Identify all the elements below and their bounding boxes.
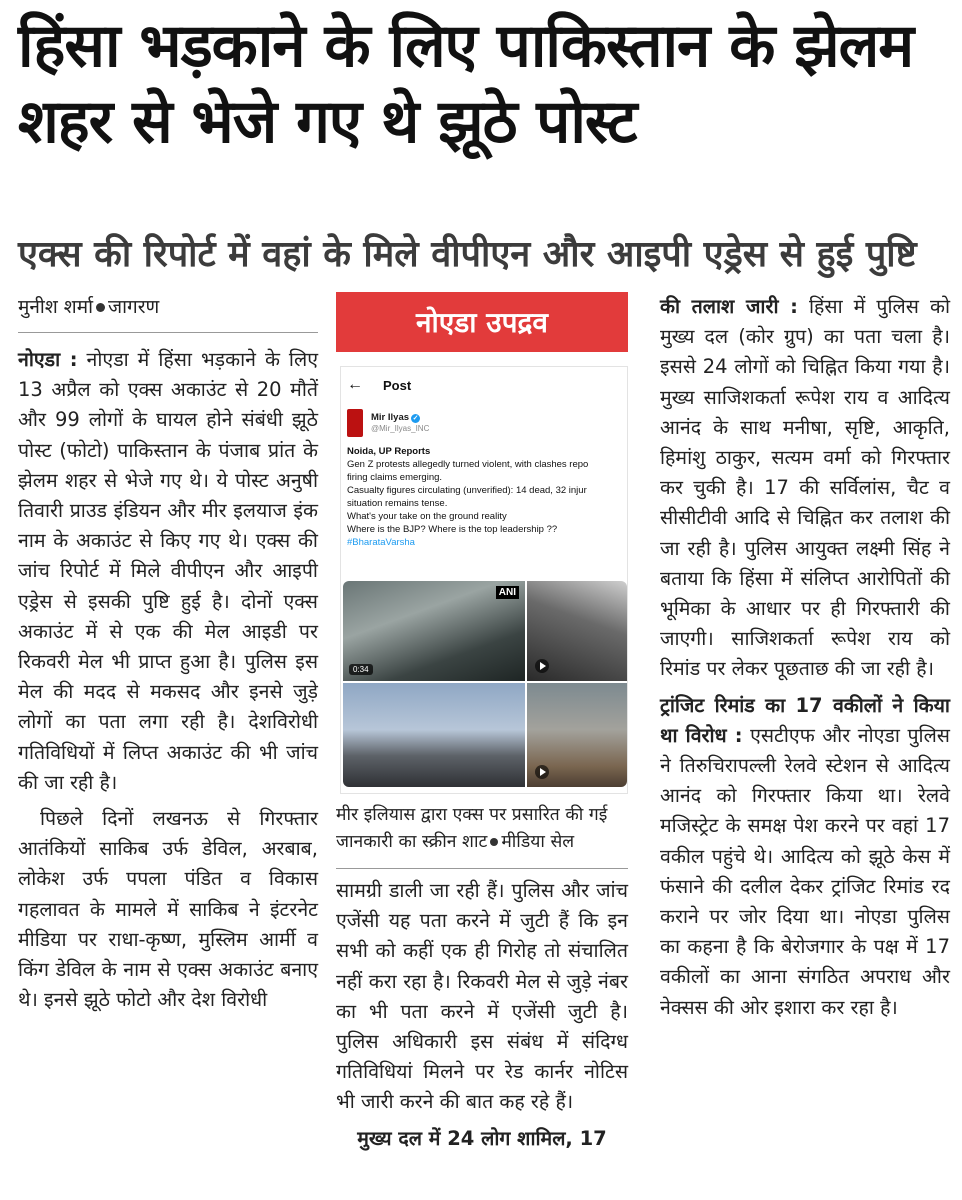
caption-credit: मीडिया सेल (501, 832, 575, 852)
media-photo-crowd (343, 683, 525, 787)
section-subhead: ट्रांजिट रिमांड का 17 वकीलों ने किया था विरोध : (660, 693, 950, 747)
media-photo-people (527, 581, 627, 681)
section-subhead: की तलाश जारी : (660, 295, 798, 318)
paragraph-text: एसटीएफ और नोएडा पुलिस ने तिरुचिरापल्ली रेलवे स्टेशन से आदित्य आनंद को गिरफ्तार किया था। रेलवे मजिस्ट्रेट के समक्ष पेश करने पर वहां 17 वकील पहुंचे थे। आदित्य को झूठे केस में फंसाने की दलील देकर ट्रांजिट रिमांड रद कराने पर जोर दिया था। नोएडा पुलिस का कहना है कि बेरोजगार के पक्ष में 17 वकीलों का आना संगठित अपराध और नेक्सस की ओर इशारा कर रहा है। (660, 723, 950, 1019)
article-paragraph (660, 292, 950, 685)
social-post-screenshot (340, 366, 628, 794)
byline (18, 292, 318, 333)
post-line: situation remains tense. (347, 498, 448, 509)
column-1 (18, 292, 318, 1015)
byline-author: मुनीश शर्मा (18, 296, 93, 318)
back-arrow-icon: ← (347, 376, 363, 393)
media-photo-street (527, 683, 627, 787)
post-line: firing claims emerging. (347, 472, 443, 483)
headline: हिंसा भड़काने के लिए पाकिस्तान के झेलम शहर से भेजे गए थे झूठे पोस्ट (18, 11, 914, 157)
post-header (341, 367, 627, 403)
column-2 (336, 876, 628, 1154)
post-line: Noida, UP Reports (347, 446, 431, 457)
article-paragraph (660, 691, 950, 1023)
column-3 (660, 292, 950, 1023)
user-handle: @Mir_Ilyas_INC (371, 424, 430, 433)
paragraph-text: हिंसा में पुलिस को मुख्य दल (कोर ग्रुप) का पता चला है। इससे 24 लोगों को चिह्नित किया गया है। मुख्य साजिशकर्ता रूपेश राय व आदित्य आनंद के साथ मनीषा, सृष्टि, आकृति, हिमांशु ठाकुर, सत्यम वर्मा को गिरफ्तार कर चुकी है। 17 की सर्विलांस, चैट व सीसीटीवी आदि से चिह्नित कर तलाश की जा रही है। पुलिस आयुक्त लक्ष्मी सिंह ने बताया कि हिंसा में संलिप्त आरोपितों की भूमिका के आधार पर ही गिरफ्तारी की जाएगी। साजिशकर्ता रूपेश राय को रिमांड पर लेकर पूछताछ की जा रही है। (660, 295, 951, 681)
paragraph-text: नोएडा में हिंसा भड़काने के लिए 13 अप्रैल को एक्स अकाउंट से 20 मौतें और 99 लोगों के घायल होने संबंधी झूठे पोस्ट (फोटो) पाकिस्तान के पंजाब प्रांत के झेलम शहर से भेजे गए थे। ये पोस्ट अनुषी तिवारी प्राउड इंडियन और मीर इलयाज इंक नाम के अकाउंट से किए गए थे। एक्स की जांच रिपोर्ट में मिले वीपीएन और आइपी एड्रेस से इसकी पुष्टि हुई है। दोनों एक्स अकाउंट में से एक की मेल आइडी पर रिकवरी मेल भी प्राप्त हुआ है। पुलिस इस मेल की मदद से मकसद और इनसे जुड़े लोगों का पता लगा रही है। देशविरोधी गतिविधियों में लिप्त अकाउंट की भी जांच की जा रही है। (18, 348, 318, 794)
post-text (341, 437, 627, 549)
post-hashtag: #BharataVarsha (347, 537, 415, 548)
play-icon (535, 659, 549, 673)
play-icon (535, 765, 549, 779)
media-photo-smoke (343, 581, 525, 681)
bullet-icon (96, 303, 105, 312)
verified-icon: ✓ (412, 415, 419, 422)
photo-caption (336, 802, 628, 869)
article-paragraph: पिछले दिनों लखनऊ से गिरफ्तार आतंकियों साकिब उर्फ डेविल, अरबाब, लोकेश उर्फ पपला पंडित व विकास गहलावत के मामले में साकिब ने इंटरनेट मीडिया पर राधा-कृष्ण, मुस्लिम आर्मी व किंग डेविल के नाम से एक्स अकाउंट बनाए थे। इनसे झूठे फोटो और देश विरोधी (18, 807, 318, 1012)
post-line: Where is the BJP? Where is the top leadership ?? (347, 524, 558, 535)
dateline: नोएडा : (18, 348, 78, 371)
post-header-title: Post (383, 377, 412, 393)
video-duration: 0:34 (349, 664, 373, 675)
bullet-icon (490, 838, 498, 846)
subheadline: एक्स की रिपोर्ट में वहां के मिले वीपीएन और आइपी एड्रेस से हुई पुष्टि (18, 234, 917, 275)
user-name: Mir Ilyas (371, 412, 410, 423)
avatar (347, 409, 363, 437)
post-line: Casualty figures circulating (unverified): 14 dead, 32 injur (347, 485, 587, 496)
post-media-grid (343, 581, 627, 787)
caption-text: मीर इलियास द्वारा एक्स पर प्रसारित की गई जानकारी का स्क्रीन शाट (336, 805, 608, 852)
post-author (341, 403, 627, 437)
article-paragraph: सामग्री डाली जा रही हैं। पुलिस और जांच एजेंसी यह पता करने में जुटी हैं कि इन सभी को कहीं एक ही गिरोह तो संचालित नहीं करा रहा है। रिकवरी मेल से जुड़े नंबर का भी पता करने में एजेंसी जुटी है। पुलिस अधिकारी इस संबंध में संदिग्ध गतिविधियां मिलने पर रेड कार्नर नोटिस भी जारी करने की बात कह रहे हैं। (336, 879, 628, 1114)
media-source-badge: ANI (496, 586, 519, 599)
article-paragraph (18, 345, 318, 798)
byline-source: जागरण (108, 296, 160, 318)
post-line: What's your take on the ground reality (347, 511, 507, 522)
post-line: Gen Z protests allegedly turned violent, with clashes repo (347, 459, 589, 470)
section-banner: नोएडा उपद्रव (336, 292, 628, 352)
section-subhead: मुख्य दल में 24 लोग शामिल, 17 (357, 1126, 607, 1150)
